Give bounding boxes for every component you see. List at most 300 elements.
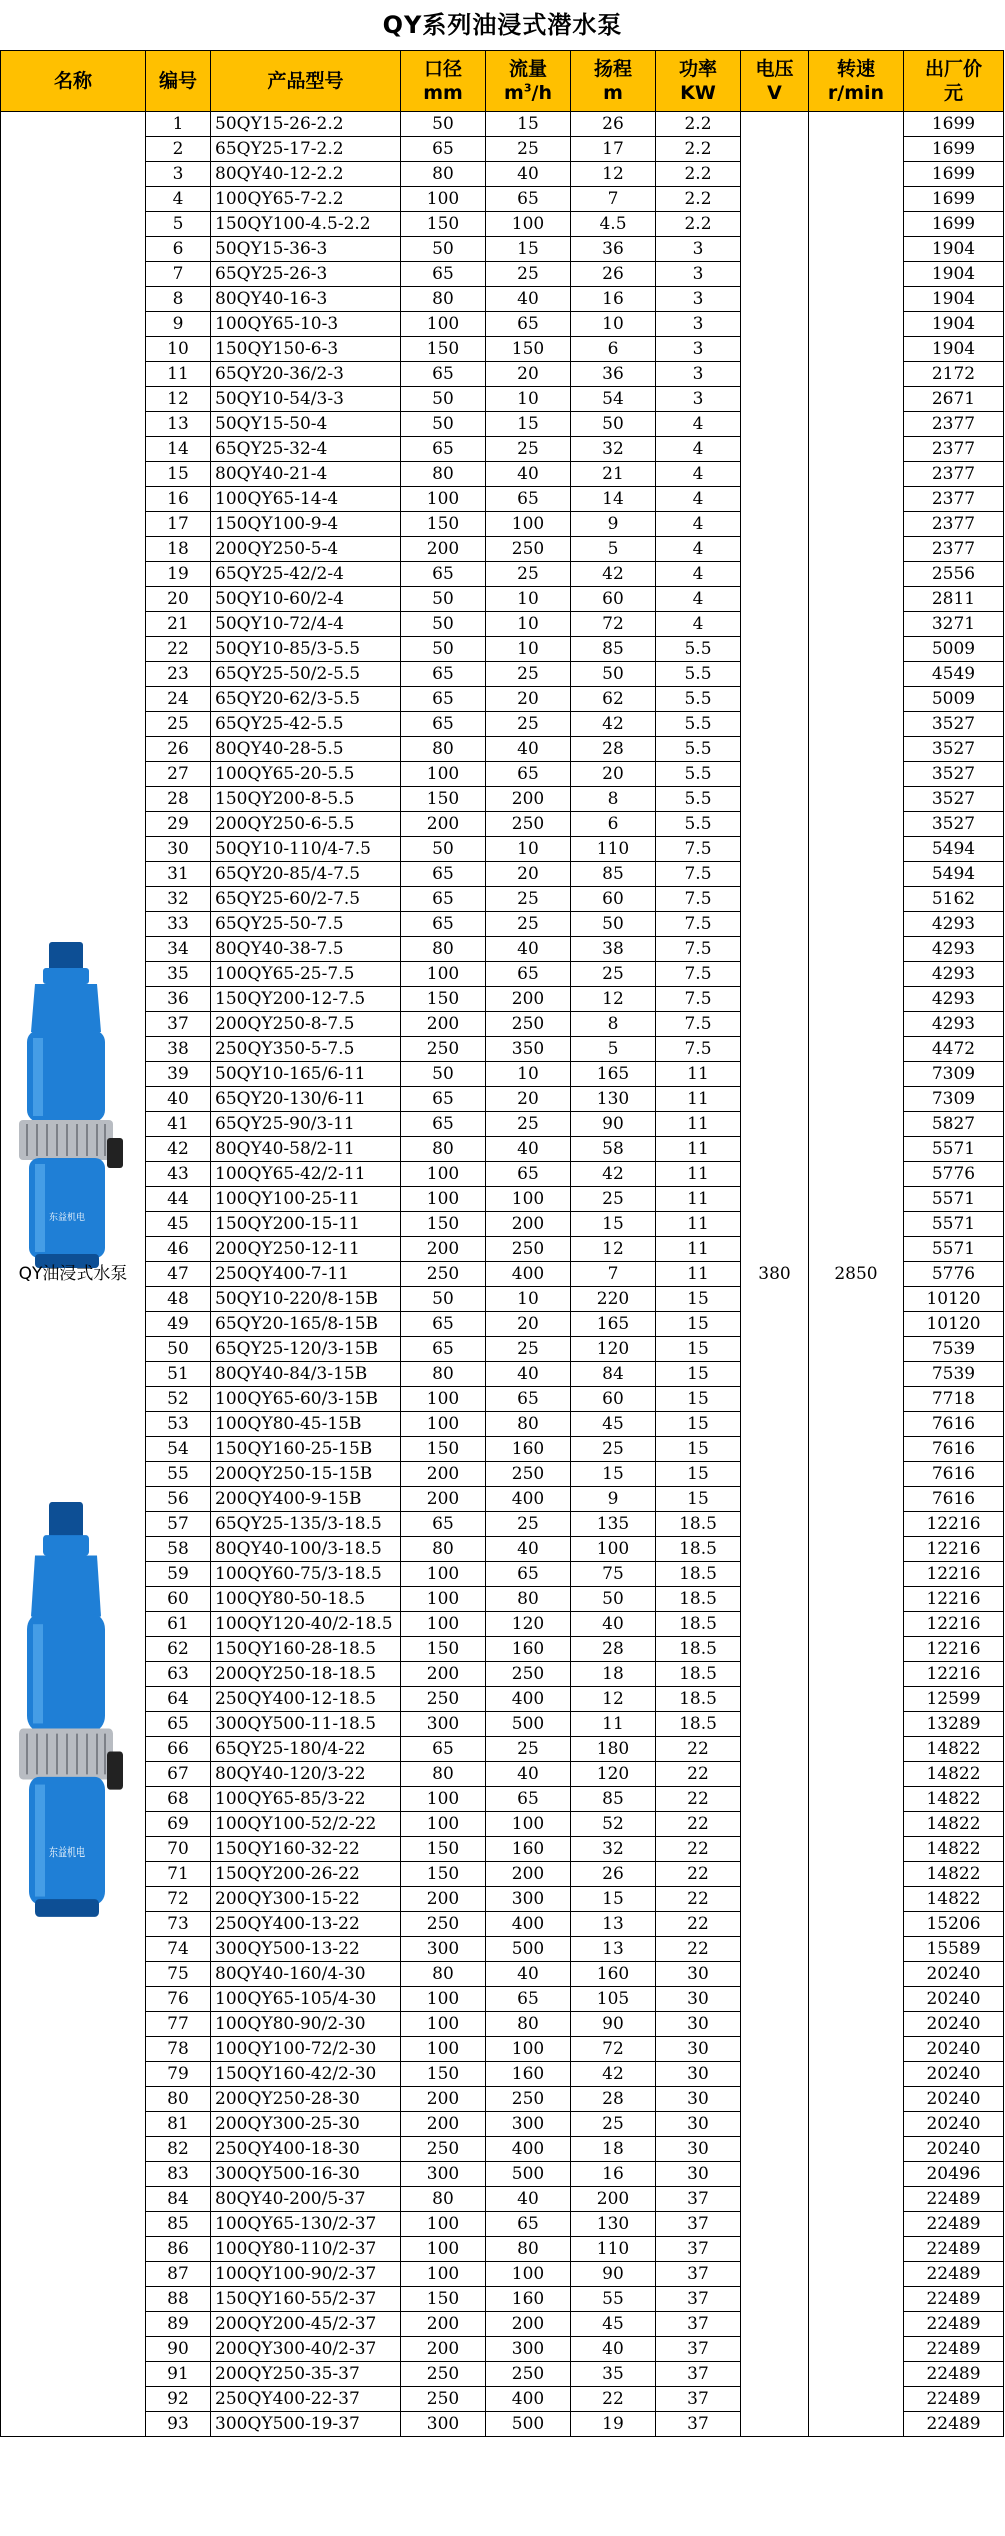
row-bore: 50 [401, 637, 486, 662]
row-price: 3527 [904, 737, 1004, 762]
row-flow: 25 [486, 262, 571, 287]
row-flow: 80 [486, 2237, 571, 2262]
row-bore: 200 [401, 1237, 486, 1262]
row-bore: 250 [401, 2362, 486, 2387]
row-head: 105 [571, 1987, 656, 2012]
row-bore: 250 [401, 2387, 486, 2412]
row-model: 200QY250-5-4 [211, 537, 401, 562]
row-bore: 100 [401, 762, 486, 787]
row-power: 7.5 [656, 962, 741, 987]
row-head: 72 [571, 2037, 656, 2062]
row-bore: 50 [401, 387, 486, 412]
row-bore: 100 [401, 2012, 486, 2037]
product-name-wrap [1, 112, 145, 2436]
row-power: 37 [656, 2412, 741, 2437]
row-power: 4 [656, 487, 741, 512]
row-price: 3527 [904, 762, 1004, 787]
row-flow: 25 [486, 137, 571, 162]
row-power: 18.5 [656, 1662, 741, 1687]
header-flow-unit [486, 81, 570, 105]
row-model: 100QY65-20-5.5 [211, 762, 401, 787]
row-price: 5009 [904, 637, 1004, 662]
row-no: 31 [146, 862, 211, 887]
row-bore: 80 [401, 1537, 486, 1562]
row-model: 100QY80-45-15B [211, 1412, 401, 1437]
row-power: 11 [656, 1187, 741, 1212]
row-flow: 500 [486, 2412, 571, 2437]
row-power: 18.5 [656, 1637, 741, 1662]
row-model: 150QY160-55/2-37 [211, 2287, 401, 2312]
row-no: 18 [146, 537, 211, 562]
row-flow: 10 [486, 612, 571, 637]
row-no: 75 [146, 1962, 211, 1987]
row-no: 86 [146, 2237, 211, 2262]
row-head: 72 [571, 612, 656, 637]
row-head: 26 [571, 262, 656, 287]
row-head: 15 [571, 1212, 656, 1237]
row-head: 17 [571, 137, 656, 162]
row-flow: 65 [486, 962, 571, 987]
row-bore: 50 [401, 837, 486, 862]
row-model: 150QY150-6-3 [211, 337, 401, 362]
row-model: 150QY160-32-22 [211, 1837, 401, 1862]
row-head: 85 [571, 637, 656, 662]
row-flow: 40 [486, 162, 571, 187]
row-no: 54 [146, 1437, 211, 1462]
row-bore: 100 [401, 962, 486, 987]
row-model: 100QY100-72/2-30 [211, 2037, 401, 2062]
row-flow: 400 [486, 1262, 571, 1287]
row-price: 13289 [904, 1712, 1004, 1737]
row-price: 14822 [904, 1862, 1004, 1887]
row-price: 20240 [904, 2087, 1004, 2112]
row-price: 12216 [904, 1562, 1004, 1587]
row-head: 11 [571, 1712, 656, 1737]
row-model: 150QY200-15-11 [211, 1212, 401, 1237]
row-bore: 80 [401, 162, 486, 187]
row-head: 90 [571, 2262, 656, 2287]
row-power: 30 [656, 2062, 741, 2087]
row-bore: 300 [401, 1712, 486, 1737]
row-price: 4472 [904, 1037, 1004, 1062]
row-head: 75 [571, 1562, 656, 1587]
row-no: 29 [146, 812, 211, 837]
row-head: 110 [571, 2237, 656, 2262]
row-head: 165 [571, 1312, 656, 1337]
row-head: 26 [571, 112, 656, 137]
row-flow: 300 [486, 2112, 571, 2137]
row-model: 50QY10-54/3-3 [211, 387, 401, 412]
row-flow: 25 [486, 887, 571, 912]
row-price: 7309 [904, 1062, 1004, 1087]
row-head: 120 [571, 1762, 656, 1787]
row-bore: 150 [401, 1637, 486, 1662]
row-head: 10 [571, 312, 656, 337]
spec-table [0, 50, 1004, 2437]
row-flow: 65 [486, 1987, 571, 2012]
row-no: 58 [146, 1537, 211, 1562]
header-voltage-unit: V [767, 82, 782, 104]
row-no: 48 [146, 1287, 211, 1312]
row-bore: 100 [401, 2262, 486, 2287]
row-power: 30 [656, 2162, 741, 2187]
row-model: 65QY20-85/4-7.5 [211, 862, 401, 887]
row-power: 5.5 [656, 737, 741, 762]
row-power: 5.5 [656, 687, 741, 712]
row-bore: 65 [401, 887, 486, 912]
row-power: 3 [656, 362, 741, 387]
row-flow: 65 [486, 1162, 571, 1187]
row-head: 45 [571, 1412, 656, 1437]
row-price: 4549 [904, 662, 1004, 687]
row-power: 3 [656, 237, 741, 262]
row-power: 3 [656, 337, 741, 362]
row-flow: 20 [486, 862, 571, 887]
row-model: 200QY250-15-15B [211, 1462, 401, 1487]
row-power: 30 [656, 1962, 741, 1987]
product-name: QY油浸式水泵 [18, 1264, 128, 1284]
row-no: 53 [146, 1412, 211, 1437]
row-price: 10120 [904, 1312, 1004, 1337]
row-model: 150QY160-42/2-30 [211, 2062, 401, 2087]
row-model: 200QY300-40/2-37 [211, 2337, 401, 2362]
row-price: 12216 [904, 1637, 1004, 1662]
row-no: 35 [146, 962, 211, 987]
row-no: 69 [146, 1812, 211, 1837]
row-no: 22 [146, 637, 211, 662]
row-no: 91 [146, 2362, 211, 2387]
row-flow: 100 [486, 512, 571, 537]
row-flow: 20 [486, 362, 571, 387]
row-no: 77 [146, 2012, 211, 2037]
row-price: 2172 [904, 362, 1004, 387]
row-bore: 100 [401, 1612, 486, 1637]
row-flow: 40 [486, 1537, 571, 1562]
row-model: 65QY20-36/2-3 [211, 362, 401, 387]
row-model: 65QY25-42-5.5 [211, 712, 401, 737]
row-head: 25 [571, 962, 656, 987]
header-speed-unit: r/min [827, 82, 885, 104]
header-name: 名称 [1, 51, 146, 112]
row-bore: 65 [401, 687, 486, 712]
row-head: 50 [571, 912, 656, 937]
row-flow: 65 [486, 312, 571, 337]
row-head: 85 [571, 1787, 656, 1812]
row-price: 22489 [904, 2312, 1004, 2337]
row-flow: 100 [486, 1812, 571, 1837]
row-no: 80 [146, 2087, 211, 2112]
row-power: 22 [656, 1737, 741, 1762]
row-bore: 80 [401, 937, 486, 962]
row-bore: 100 [401, 1987, 486, 2012]
row-model: 150QY100-4.5-2.2 [211, 212, 401, 237]
row-price: 20240 [904, 1987, 1004, 2012]
row-price: 2377 [904, 412, 1004, 437]
row-head: 21 [571, 462, 656, 487]
row-head: 28 [571, 1637, 656, 1662]
row-power: 18.5 [656, 1587, 741, 1612]
row-model: 200QY250-8-7.5 [211, 1012, 401, 1037]
row-head: 40 [571, 1612, 656, 1637]
row-power: 4 [656, 412, 741, 437]
row-flow: 65 [486, 487, 571, 512]
row-no: 50 [146, 1337, 211, 1362]
row-flow: 40 [486, 2187, 571, 2212]
row-bore: 250 [401, 1037, 486, 1062]
header-price-label: 出厂价 [924, 58, 982, 80]
row-head: 38 [571, 937, 656, 962]
row-model: 150QY160-28-18.5 [211, 1637, 401, 1662]
row-model: 250QY400-13-22 [211, 1912, 401, 1937]
row-head: 12 [571, 1237, 656, 1262]
row-flow: 40 [486, 737, 571, 762]
row-bore: 65 [401, 562, 486, 587]
row-power: 37 [656, 2312, 741, 2337]
row-price: 4293 [904, 987, 1004, 1012]
row-no: 16 [146, 487, 211, 512]
row-price: 20240 [904, 2037, 1004, 2062]
row-power: 22 [656, 1887, 741, 1912]
row-head: 165 [571, 1062, 656, 1087]
row-bore: 65 [401, 437, 486, 462]
row-power: 37 [656, 2237, 741, 2262]
row-power: 5.5 [656, 812, 741, 837]
row-no: 89 [146, 2312, 211, 2337]
row-price: 12216 [904, 1662, 1004, 1687]
row-power: 37 [656, 2287, 741, 2312]
row-no: 1 [146, 112, 211, 137]
row-model: 80QY40-84/3-15B [211, 1362, 401, 1387]
row-no: 56 [146, 1487, 211, 1512]
row-head: 5 [571, 537, 656, 562]
row-power: 15 [656, 1337, 741, 1362]
row-flow: 160 [486, 1637, 571, 1662]
header-head [571, 51, 656, 112]
flow-unit-exp: 3 [523, 81, 532, 95]
row-power: 4 [656, 537, 741, 562]
row-head: 28 [571, 2087, 656, 2112]
row-head: 6 [571, 337, 656, 362]
row-head: 26 [571, 1862, 656, 1887]
row-model: 100QY65-60/3-15B [211, 1387, 401, 1412]
row-model: 250QY400-7-11 [211, 1262, 401, 1287]
row-price: 5571 [904, 1187, 1004, 1212]
row-flow: 400 [486, 1912, 571, 1937]
row-no: 10 [146, 337, 211, 362]
row-head: 7 [571, 1262, 656, 1287]
row-model: 50QY10-60/2-4 [211, 587, 401, 612]
row-model: 65QY25-120/3-15B [211, 1337, 401, 1362]
row-flow: 25 [486, 437, 571, 462]
row-bore: 65 [401, 1512, 486, 1537]
row-power: 37 [656, 2387, 741, 2412]
row-model: 100QY60-75/3-18.5 [211, 1562, 401, 1587]
row-model: 80QY40-12-2.2 [211, 162, 401, 187]
header-head-unit: m [603, 82, 623, 104]
row-power: 7.5 [656, 937, 741, 962]
row-no: 26 [146, 737, 211, 762]
row-bore: 80 [401, 737, 486, 762]
row-power: 3 [656, 262, 741, 287]
row-bore: 100 [401, 1187, 486, 1212]
row-no: 28 [146, 787, 211, 812]
row-model: 100QY80-110/2-37 [211, 2237, 401, 2262]
row-price: 22489 [904, 2262, 1004, 2287]
row-power: 3 [656, 287, 741, 312]
row-flow: 15 [486, 412, 571, 437]
row-no: 2 [146, 137, 211, 162]
row-price: 12216 [904, 1612, 1004, 1637]
row-head: 13 [571, 1937, 656, 1962]
row-price: 1904 [904, 262, 1004, 287]
row-price: 7539 [904, 1362, 1004, 1387]
row-price: 7616 [904, 1412, 1004, 1437]
row-head: 25 [571, 2112, 656, 2137]
row-model: 250QY400-12-18.5 [211, 1687, 401, 1712]
row-model: 150QY200-12-7.5 [211, 987, 401, 1012]
row-head: 100 [571, 1537, 656, 1562]
row-power: 30 [656, 1987, 741, 2012]
row-flow: 10 [486, 387, 571, 412]
row-bore: 50 [401, 412, 486, 437]
row-flow: 40 [486, 1962, 571, 1987]
row-flow: 200 [486, 1862, 571, 1887]
row-flow: 160 [486, 1437, 571, 1462]
row-model: 80QY40-28-5.5 [211, 737, 401, 762]
row-flow: 40 [486, 1137, 571, 1162]
row-no: 93 [146, 2412, 211, 2437]
row-model: 65QY20-62/3-5.5 [211, 687, 401, 712]
row-price: 14822 [904, 1812, 1004, 1837]
row-power: 4 [656, 462, 741, 487]
row-flow: 25 [486, 662, 571, 687]
row-model: 100QY120-40/2-18.5 [211, 1612, 401, 1637]
row-no: 7 [146, 262, 211, 287]
row-model: 65QY25-50/2-5.5 [211, 662, 401, 687]
row-price: 1699 [904, 162, 1004, 187]
header-flow [486, 51, 571, 112]
row-price: 2377 [904, 512, 1004, 537]
row-model: 80QY40-21-4 [211, 462, 401, 487]
row-model: 100QY80-90/2-30 [211, 2012, 401, 2037]
row-power: 30 [656, 2112, 741, 2137]
row-model: 50QY15-26-2.2 [211, 112, 401, 137]
row-model: 65QY25-42/2-4 [211, 562, 401, 587]
row-no: 39 [146, 1062, 211, 1087]
row-price: 1904 [904, 237, 1004, 262]
row-no: 13 [146, 412, 211, 437]
row-power: 15 [656, 1412, 741, 1437]
row-flow: 10 [486, 587, 571, 612]
row-price: 3527 [904, 812, 1004, 837]
row-flow: 80 [486, 1587, 571, 1612]
row-model: 100QY65-42/2-11 [211, 1162, 401, 1187]
row-price: 4293 [904, 912, 1004, 937]
row-flow: 300 [486, 1887, 571, 1912]
row-bore: 150 [401, 1437, 486, 1462]
row-price: 7616 [904, 1462, 1004, 1487]
row-flow: 15 [486, 237, 571, 262]
row-model: 65QY25-135/3-18.5 [211, 1512, 401, 1537]
row-no: 4 [146, 187, 211, 212]
row-power: 11 [656, 1112, 741, 1137]
row-model: 250QY400-18-30 [211, 2137, 401, 2162]
row-head: 7 [571, 187, 656, 212]
row-flow: 40 [486, 937, 571, 962]
row-bore: 150 [401, 337, 486, 362]
row-bore: 80 [401, 1362, 486, 1387]
header-price-unit: 元 [943, 82, 963, 104]
row-model: 200QY400-9-15B [211, 1487, 401, 1512]
page-title: QY系列油浸式潜水泵 [382, 11, 623, 39]
row-flow: 20 [486, 1312, 571, 1337]
row-model: 200QY300-25-30 [211, 2112, 401, 2137]
row-no: 49 [146, 1312, 211, 1337]
row-model: 100QY100-52/2-22 [211, 1812, 401, 1837]
row-no: 14 [146, 437, 211, 462]
row-bore: 100 [401, 2212, 486, 2237]
row-bore: 150 [401, 987, 486, 1012]
row-head: 200 [571, 2187, 656, 2212]
row-bore: 100 [401, 1162, 486, 1187]
row-no: 79 [146, 2062, 211, 2087]
row-bore: 200 [401, 2337, 486, 2362]
row-power: 11 [656, 1212, 741, 1237]
row-bore: 100 [401, 1562, 486, 1587]
row-no: 37 [146, 1012, 211, 1037]
row-flow: 200 [486, 2312, 571, 2337]
svg-text:东益机电: 东益机电 [48, 1213, 86, 1223]
row-no: 51 [146, 1362, 211, 1387]
row-model: 65QY25-180/4-22 [211, 1737, 401, 1762]
row-no: 82 [146, 2137, 211, 2162]
row-no: 90 [146, 2337, 211, 2362]
row-price: 3527 [904, 787, 1004, 812]
row-power: 18.5 [656, 1562, 741, 1587]
row-model: 65QY25-60/2-7.5 [211, 887, 401, 912]
row-price: 7616 [904, 1487, 1004, 1512]
row-model: 100QY65-85/3-22 [211, 1787, 401, 1812]
row-bore: 50 [401, 1287, 486, 1312]
row-model: 50QY15-50-4 [211, 412, 401, 437]
row-head: 19 [571, 2412, 656, 2437]
row-no: 38 [146, 1037, 211, 1062]
row-no: 43 [146, 1162, 211, 1187]
row-bore: 80 [401, 1962, 486, 1987]
row-power: 7.5 [656, 862, 741, 887]
row-head: 25 [571, 1187, 656, 1212]
row-flow: 40 [486, 1362, 571, 1387]
row-power: 4 [656, 562, 741, 587]
row-flow: 160 [486, 2287, 571, 2312]
row-flow: 250 [486, 1662, 571, 1687]
row-power: 37 [656, 2362, 741, 2387]
row-bore: 65 [401, 862, 486, 887]
row-bore: 65 [401, 912, 486, 937]
row-model: 200QY250-28-30 [211, 2087, 401, 2112]
row-bore: 100 [401, 487, 486, 512]
row-price: 2377 [904, 462, 1004, 487]
row-price: 4293 [904, 962, 1004, 987]
row-model: 65QY25-50-7.5 [211, 912, 401, 937]
row-flow: 250 [486, 812, 571, 837]
row-flow: 200 [486, 1212, 571, 1237]
row-bore: 100 [401, 312, 486, 337]
row-power: 3 [656, 387, 741, 412]
row-power: 7.5 [656, 987, 741, 1012]
row-power: 4 [656, 587, 741, 612]
row-power: 15 [656, 1312, 741, 1337]
